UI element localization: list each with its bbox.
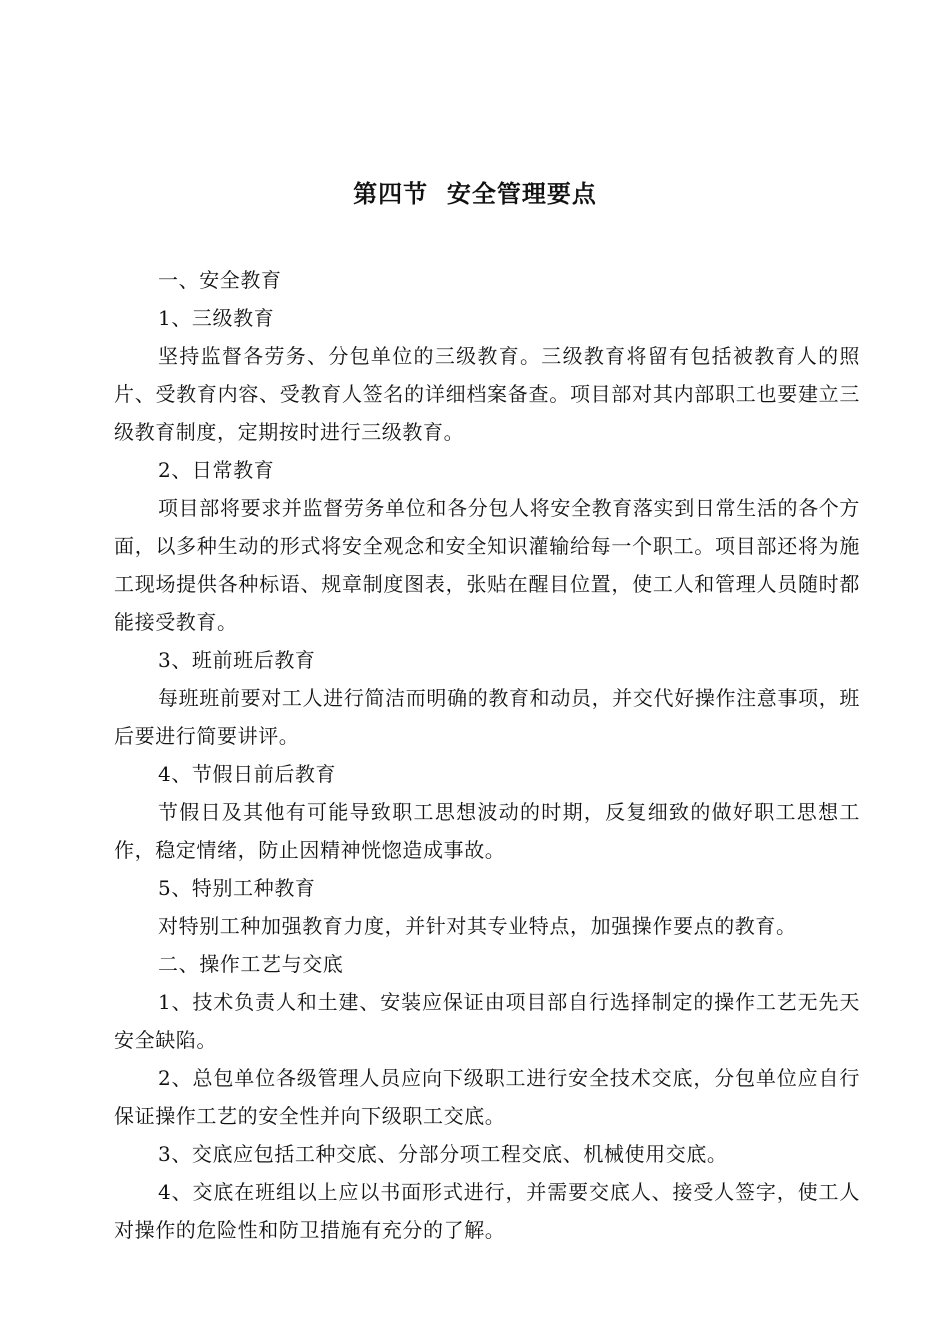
document-body (114, 261, 860, 1249)
heading-safety-education: 一、安全教育 (158, 268, 282, 292)
paragraph-shift-education: 每班班前要对工人进行简洁而明确的教育和动员，并交代好操作注意事项，班后要进行简要讲评。 (114, 686, 860, 748)
paragraph-process-item-3: 3、交底应包括工种交底、分部分项工程交底、机械使用交底。 (158, 1142, 728, 1166)
paragraph-process-item-4: 4、交底在班组以上应以书面形式进行，并需要交底人、接受人签字，使工人对操作的危险性和防卫措施有充分的了解。 (114, 1180, 860, 1242)
paragraph-daily-education: 项目部将要求并监督劳务单位和各分包人将安全教育落实到日常生活的各个方面，以多种生动的形式将安全观念和安全知识灌输给每一个职工。项目部还将为施工现场提供各种标语、规章制度图表，张贴在醒目位置，使工人和管理人员随时都能接受教育。 (114, 496, 860, 634)
heading-shift-education: 3、班前班后教育 (158, 648, 316, 672)
paragraph-special-trade-education: 对特别工种加强教育力度，并针对其专业特点，加强操作要点的教育。 (158, 914, 797, 938)
heading-special-trade-education: 5、特别工种教育 (158, 876, 316, 900)
heading-holiday-education: 4、节假日前后教育 (158, 762, 337, 786)
paragraph-three-level-education: 坚持监督各劳务、分包单位的三级教育。三级教育将留有包括被教育人的照片、受教育内容、受教育人签名的详细档案备查。项目部对其内部职工也要建立三级教育制度，定期按时进行三级教育。 (114, 344, 860, 444)
paragraph-process-item-2: 2、总包单位各级管理人员应向下级职工进行安全技术交底，分包单位应自行保证操作工艺的安全性并向下级职工交底。 (114, 1066, 860, 1128)
section-title: 第四节 安全管理要点 (353, 180, 597, 208)
heading-daily-education: 2、日常教育 (158, 458, 275, 482)
paragraph-holiday-education: 节假日及其他有可能导致职工思想波动的时期，反复细致的做好职工思想工作，稳定情绪，防止因精神恍惚造成事故。 (114, 800, 860, 862)
heading-three-level-education: 1、三级教育 (158, 306, 275, 330)
paragraph-process-item-1: 1、技术负责人和土建、安装应保证由项目部自行选择制定的操作工艺无先天安全缺陷。 (114, 990, 860, 1052)
heading-process-briefing: 二、操作工艺与交底 (158, 952, 344, 976)
